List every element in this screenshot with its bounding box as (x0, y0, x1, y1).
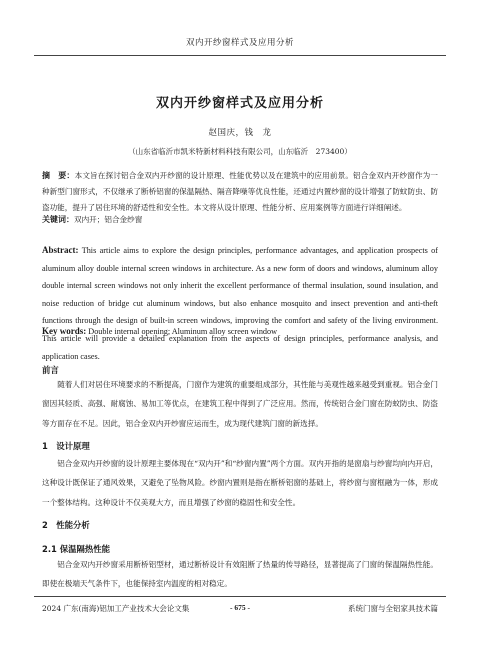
running-header: 双内开纱窗样式及应用分析 (185, 38, 294, 48)
preface-heading: 前言 (42, 365, 59, 375)
footer-left: 2024 广东(南海)铝加工产业技术大会论文集 (42, 604, 190, 613)
footer-right: 系统门窗与全铝家具技术篇 (348, 604, 438, 613)
section-2-heading: 2 性能分析 (42, 520, 90, 530)
keywords-cn-text: 双内开；铝合金纱窗 (74, 215, 143, 224)
abstract-en-label: Abstract: (42, 245, 79, 255)
section-1-paragraph: 铝合金双内开纱窗的设计原理主要体现在“双内开”和“纱窗内置”两个方面。双内开指的是窗扇与纱窗均向内开启，这种设计既保证了通风效果，又避免了坠物风险。纱窗内置则是指在断桥铝窗的基础上，将纱窗与窗框融为一体，形成一个整体结构。这种设计不仅美观大方，而且增强了纱窗的稳固性和安全性。 (42, 459, 438, 507)
section-2-1-paragraph: 铝合金双内开纱窗采用断桥铝型材，通过断桥设计有效阻断了热量的传导路径，显著提高了门窗的保温隔热性能。即使在极端天气条件下，也能保持室内温度的相对稳定。 (42, 560, 438, 589)
article-authors: 赵国庆，钱 龙 (208, 128, 272, 138)
abstract-cn-label: 摘 要： (42, 171, 75, 180)
abstract-cn-text: 本文旨在探讨铝合金双内开纱窗的设计原理、性能优势以及在建筑中的应用前景。铝合金双内开纱窗作为一种新型门窗形式，不仅继承了断桥铝窗的保温隔热、隔音降噪等优良性能，还通过内置纱窗的设计增强了防蚊防虫、防盗功能，提升了居住环境的舒适性和安全性。本文将从设计原理、性能分析、应用案例等方面进行详细阐述。 (42, 171, 439, 212)
preface-paragraph: 随着人们对居住环境要求的不断提高，门窗作为建筑的重要组成部分，其性能与美观性越来越受到重视。铝合金门窗因其轻质、高强、耐腐蚀、易加工等优点，在建筑工程中得到了广泛应用。然而，传统铝合金门窗在防蚊防虫、防盗等方面存在不足。因此，铝合金双内开纱窗应运而生，成为现代建筑门窗的新选择。 (42, 380, 438, 428)
abstract-cn (42, 168, 438, 216)
keywords-en-text: Double internal opening; Aluminum alloy screen window (88, 327, 278, 336)
page-number: - 675 - (230, 603, 250, 612)
abstract-en (42, 242, 438, 365)
header-rule (34, 55, 446, 56)
keywords-cn-label: 关键词： (42, 215, 74, 224)
keywords-en (42, 324, 438, 339)
keywords-en-label: Key words: (42, 326, 87, 336)
footer-rule (34, 596, 446, 597)
abstract-en-text: This article aims to explore the design principles, performance advantages, and application prospects of aluminum alloy double internal screen windows in architecture. As a new form of doors and windows, aluminum alloy double internal screen windows not only inherit the excellent performance of thermal insulation, sound insulation, and noise reduction of bridge cut aluminum windows, but also enhance mosquito and insect prevention and anti-theft functions through the design of built-in screen windows, improving the comfort and safety of the living environment. This article will provide a detailed explanation from the aspects of design principles, performance analysis, and application cases. (42, 246, 438, 361)
article-affiliation: （山东省临沂市凯米特新材料科技有限公司，山东临沂 273400） (128, 147, 352, 156)
keywords-cn (42, 213, 438, 227)
section-1-heading: 1 设计原理 (42, 441, 90, 451)
article-title: 双内开纱窗样式及应用分析 (155, 96, 324, 111)
section-2-1-heading: 2.1 保温隔热性能 (42, 544, 111, 554)
